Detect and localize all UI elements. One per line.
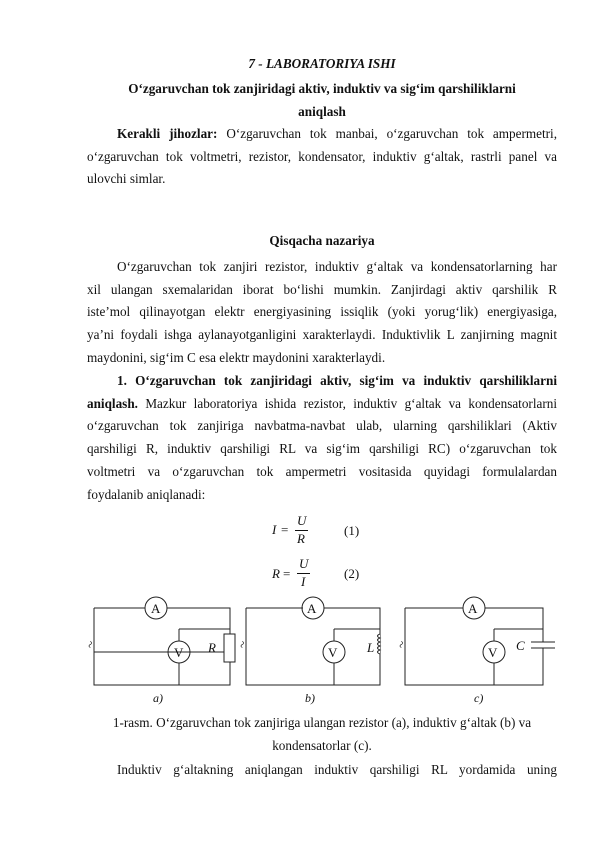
page-title: 7 - LABORATORIYA ISHI (248, 56, 396, 71)
last-paragraph (87, 759, 557, 782)
theory-paragraph (87, 256, 557, 370)
equipment-line-1: O‘zgaruvchan tok manbai, o‘zgaruvchan tok ampermetri, (226, 126, 558, 141)
equipment-paragraph (87, 123, 557, 191)
formula-1-denominator: R (297, 531, 305, 546)
capacitor-label: C (516, 638, 525, 653)
section1-line-5: voltmetri va o‘zgaruvchan tok ampermetri vositasida quyidagi formulalardan (87, 463, 557, 479)
source-b-icon: ~ (233, 638, 251, 651)
section1-line-4: qarshiligi R, induktiv qarshiligi RL va sig‘im qarshiligi RC) o‘zgaruvchan tok (87, 441, 557, 457)
formula-1-equals: = (281, 522, 289, 537)
formula-2-numerator: U (299, 556, 309, 571)
circuit-c (405, 597, 555, 685)
theory-heading: Qisqacha nazariya (269, 233, 375, 248)
page-subtitle (87, 78, 557, 123)
formula-2-denominator: I (301, 574, 306, 589)
section1-line-2: Mazkur laboratoriya ishida rezistor, induktiv g‘altak va kondensatorlarni (145, 395, 557, 411)
theory-line-1: O‘zgaruvchan tok zanjiri rezistor, induktiv g‘altak va kondensatorlarning har (117, 259, 557, 274)
ammeter-a-label: A (151, 601, 161, 616)
section1-line-6: foydalanib aniqlanadi: (87, 486, 206, 502)
ammeter-b-label: A (307, 601, 317, 616)
voltmeter-b-label: V (328, 645, 338, 660)
sublabel-a: a) (153, 691, 163, 705)
formula-1-numerator: U (297, 513, 307, 528)
subtitle-line-2: aniqlash (298, 103, 346, 119)
section1-heading-line-1: 1. O‘zgaruvchan tok zanjiridagi aktiv, sig‘im va induktiv qarshiliklarni (117, 373, 557, 388)
voltmeter-a-label: V (174, 645, 184, 660)
formula-2-lhs: R (272, 566, 280, 581)
sublabel-b: b) (305, 691, 315, 705)
subtitle-line-1: O‘zgaruvchan tok zanjiridagi aktiv, induktiv va sig‘im qarshiliklarni (128, 81, 516, 96)
caption-line-1: 1-rasm. O‘zgaruvchan tok zanjiriga ulangan rezistor (a), induktiv g‘altak (b) va (112, 715, 532, 730)
circuit-figure (0, 590, 596, 708)
inductor-l (378, 634, 381, 654)
equipment-line-3: ulovchi simlar. (87, 171, 166, 187)
resistor-label: R (208, 640, 216, 655)
last-line: Induktiv g‘altakning aniqlangan induktiv qarshiligi RL yordamida uning (117, 762, 557, 777)
section1-line-3: o‘zgaruvchan tok zanjiriga navbatma-navbat ulab, ularning qarshiliklari (Aktiv (87, 418, 557, 434)
caption-line-2: kondensatorlar (c). (272, 737, 372, 753)
source-c-icon: ~ (392, 638, 410, 651)
theory-line-5: maydonini, sig‘im C esa elektr maydonini xarakterlaydi. (87, 349, 386, 365)
source-a-icon: ~ (81, 638, 99, 651)
inductor-label: L (367, 640, 375, 655)
equipment-label: Kerakli jihozlar: (117, 126, 218, 141)
sublabel-c: c) (474, 691, 484, 705)
formula-1-lhs: I (272, 522, 277, 537)
formula-2-number: (2) (344, 566, 360, 581)
section1-heading-line-2: aniqlash. (87, 395, 138, 411)
ammeter-c-label: A (468, 601, 478, 616)
resistor-r (224, 634, 235, 662)
theory-line-2: xil ulangan sxemalaridan iborat bo‘lishi mumkin. Zanjirdagi aktiv qarshilik R (87, 281, 557, 297)
theory-line-4: ya’ni foydali ishga aylanayotganligini xarakterlaydi. Induktivlik L zanjirning magnit (87, 327, 557, 343)
formula-1-number: (1) (344, 523, 360, 538)
section1-paragraph (87, 370, 557, 506)
equipment-line-2: o‘zgaruvchan tok voltmetri, rezistor, kondensator, induktiv g‘altak, rastrli panel va (87, 148, 557, 164)
formula-2-equals: = (283, 566, 291, 581)
voltmeter-c-label: V (488, 645, 498, 660)
theory-line-3: iste’mol qilinayotgan elektr energiyasining issiqlik (yoki yorug‘lik) energiyasiga, (87, 304, 557, 320)
figure-caption (87, 712, 557, 757)
